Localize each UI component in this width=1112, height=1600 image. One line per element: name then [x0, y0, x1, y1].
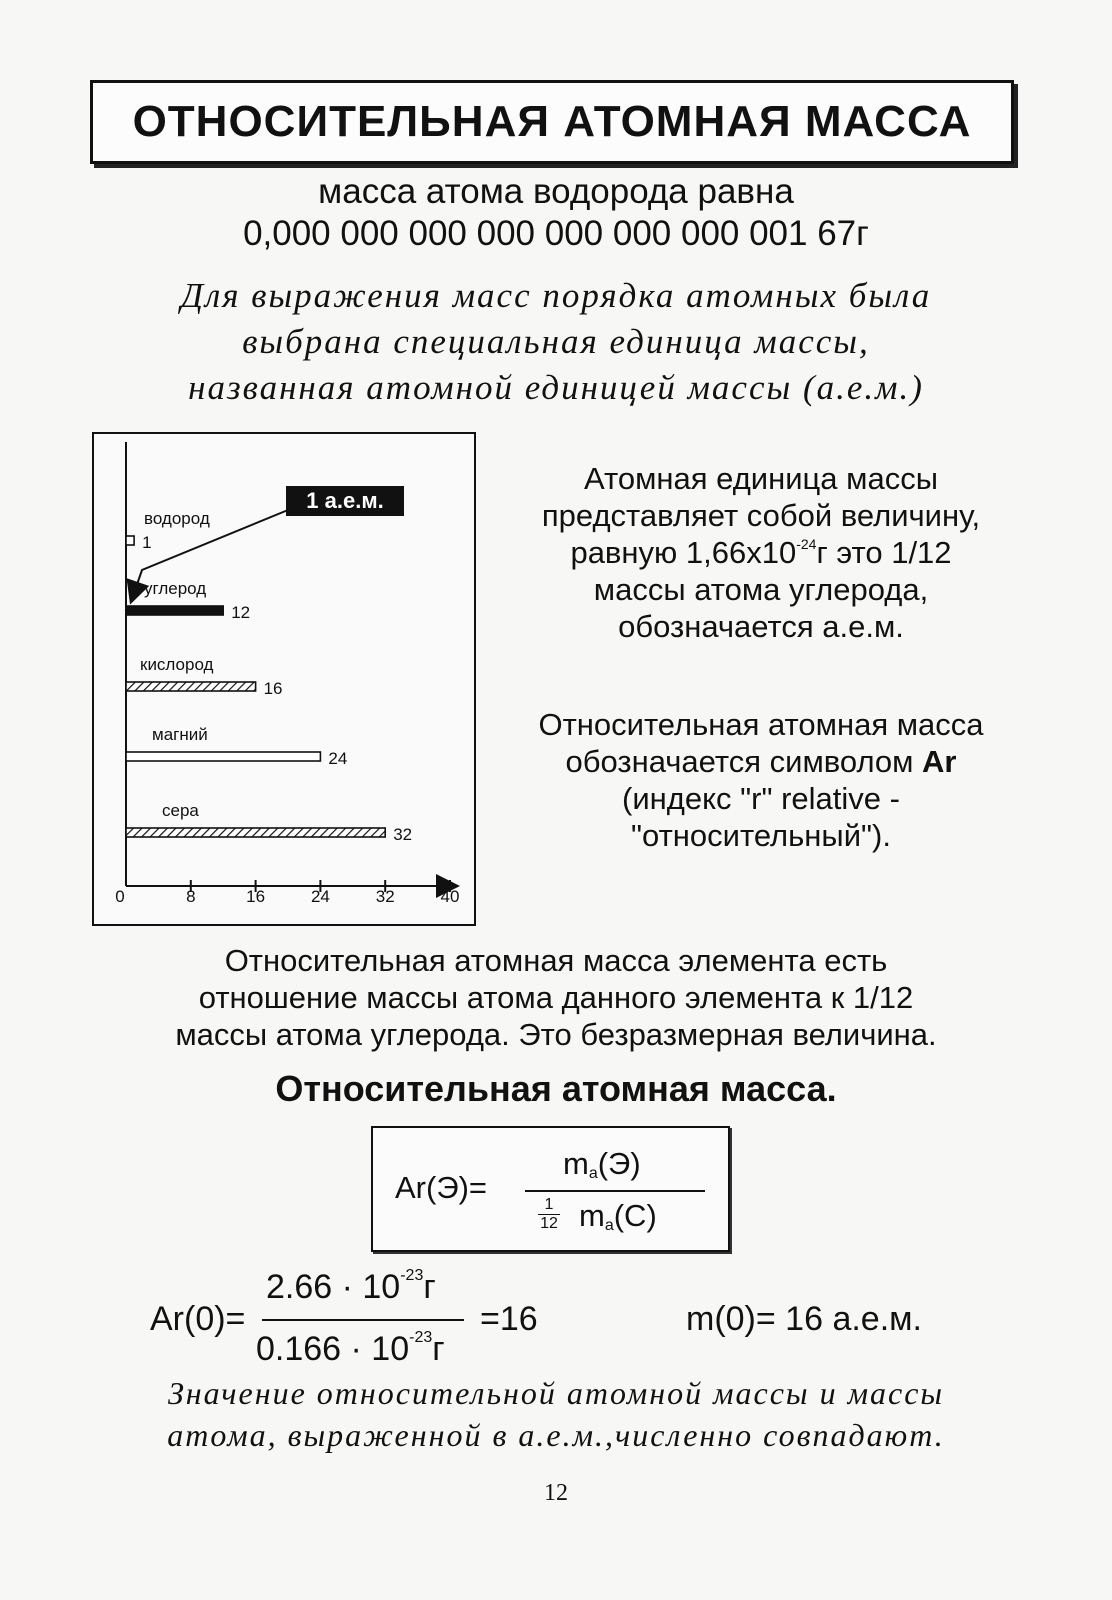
example-numerator: [266, 1268, 436, 1307]
page-number: 12: [544, 1480, 568, 1506]
formula-box: [371, 1126, 730, 1252]
amu-definition: [476, 460, 1046, 645]
example-den-unit: г: [432, 1330, 445, 1368]
chart-x-tick-label: 8: [186, 887, 196, 906]
formula-heading: Относительная атомная масса.: [275, 1068, 837, 1109]
ar-line2-pre: обозначается символом: [565, 744, 923, 779]
ar-line1: Относительная атомная масса: [538, 707, 984, 742]
formula-den-arg: (C): [613, 1198, 657, 1233]
example-den-exp: -23: [409, 1329, 433, 1346]
example-denominator: [256, 1330, 445, 1369]
formula-num-arg: (Э): [597, 1146, 641, 1181]
chart-category-label: водород: [144, 509, 210, 528]
amu-line5: обозначается а.е.м.: [618, 609, 904, 644]
page-title: ОТНОСИТЕЛЬНАЯ АТОМНАЯ МАССА: [132, 97, 972, 146]
definition-paragraph: [0, 942, 1112, 1053]
conclusion-line2: атома, выраженной в а.е.м.,численно совпадают.: [167, 1417, 945, 1453]
chart-x-tick-label: 32: [375, 887, 395, 906]
chart-value-label: 12: [231, 603, 251, 622]
example-mass: m(0)= 16 а.е.м.: [686, 1300, 922, 1338]
chart-callout-label: 1 а.е.м.: [306, 488, 384, 513]
amu-line1: Атомная единица массы: [583, 461, 938, 496]
formula-num-sub: a: [588, 1165, 598, 1182]
example-den-pre: 0.166 · 10: [256, 1330, 410, 1368]
chart-category-label: сера: [162, 801, 199, 820]
formula-lhs: Ar(Э)=: [395, 1170, 488, 1205]
formula-small-num: 1: [544, 1196, 554, 1213]
formula-numerator: [563, 1146, 641, 1183]
ar-line3: (индекс "r" relative -: [622, 781, 900, 816]
formula-den-sub: a: [604, 1217, 614, 1234]
chart-bar: [126, 606, 223, 615]
chart-bar: [126, 682, 256, 691]
chart-value-label: 32: [393, 825, 413, 844]
formula-num-m: m: [563, 1146, 589, 1181]
chart-x-tick-label: 0: [115, 887, 125, 906]
ar-line2: [476, 743, 1046, 780]
chart-category-label: кислород: [140, 655, 214, 674]
chart-category-label: углерод: [144, 579, 207, 598]
title-box: [90, 80, 1014, 164]
amu-line3-exp: -24: [796, 536, 817, 552]
definition-line2: отношение массы атома данного элемента к 1/12: [198, 980, 914, 1015]
formula-fraction-bar: [525, 1190, 705, 1192]
example-lhs: Ar(0)=: [150, 1300, 246, 1338]
chart-value-label: 1: [142, 533, 152, 552]
ar-line4: "относительный").: [631, 818, 891, 853]
formula-small-den: 12: [540, 1215, 558, 1232]
conclusion-line1: Значение относительной атомной массы и массы: [167, 1375, 945, 1411]
chart-category-label: магний: [152, 725, 208, 744]
amu-line2: представляет собой величину,: [541, 498, 981, 533]
hydrogen-mass-line1: масса атома водорода равна: [318, 172, 794, 211]
definition-line3: массы атома углерода. Это безразмерная величина.: [175, 1017, 937, 1052]
example-result: =16: [480, 1300, 538, 1338]
chart-bar: [126, 752, 320, 761]
ar-symbol: Ar: [922, 744, 957, 779]
chart-value-label: 16: [263, 679, 283, 698]
formula-den-m: m: [579, 1198, 605, 1233]
intro-line3: названная атомной единицей массы (а.е.м.): [188, 368, 924, 407]
definition-line1: Относительная атомная масса элемента есть: [224, 943, 888, 978]
formula-denominator: [579, 1198, 657, 1235]
example-num-pre: 2.66 · 10: [266, 1268, 401, 1306]
atomic-mass-chart: [92, 432, 476, 926]
intro-line2: выбрана специальная единица массы,: [242, 322, 870, 361]
chart-svg: [94, 434, 478, 928]
example-num-exp: -23: [400, 1267, 424, 1284]
chart-x-tick-label: 16: [246, 887, 266, 906]
amu-line3-pre: равную 1,66х10: [570, 535, 797, 570]
example-num-unit: г: [423, 1268, 436, 1306]
amu-line4: массы атома углерода,: [593, 572, 929, 607]
chart-x-tick-label: 24: [310, 887, 330, 906]
ar-symbol-paragraph: [476, 706, 1046, 854]
chart-bar: [126, 828, 385, 837]
amu-line3-post: г это 1/12: [816, 535, 952, 570]
hydrogen-mass-line2: 0,000 000 000 000 000 000 000 001 67г: [243, 214, 869, 253]
formula-small-fraction: [538, 1196, 560, 1233]
example-fraction-bar: [262, 1319, 464, 1321]
intro-line1: Для выражения масс порядка атомных была: [180, 276, 932, 315]
chart-bar: [126, 536, 134, 545]
amu-line3: [476, 534, 1046, 571]
chart-x-tick-label: 40: [440, 887, 460, 906]
chart-value-label: 24: [328, 749, 348, 768]
